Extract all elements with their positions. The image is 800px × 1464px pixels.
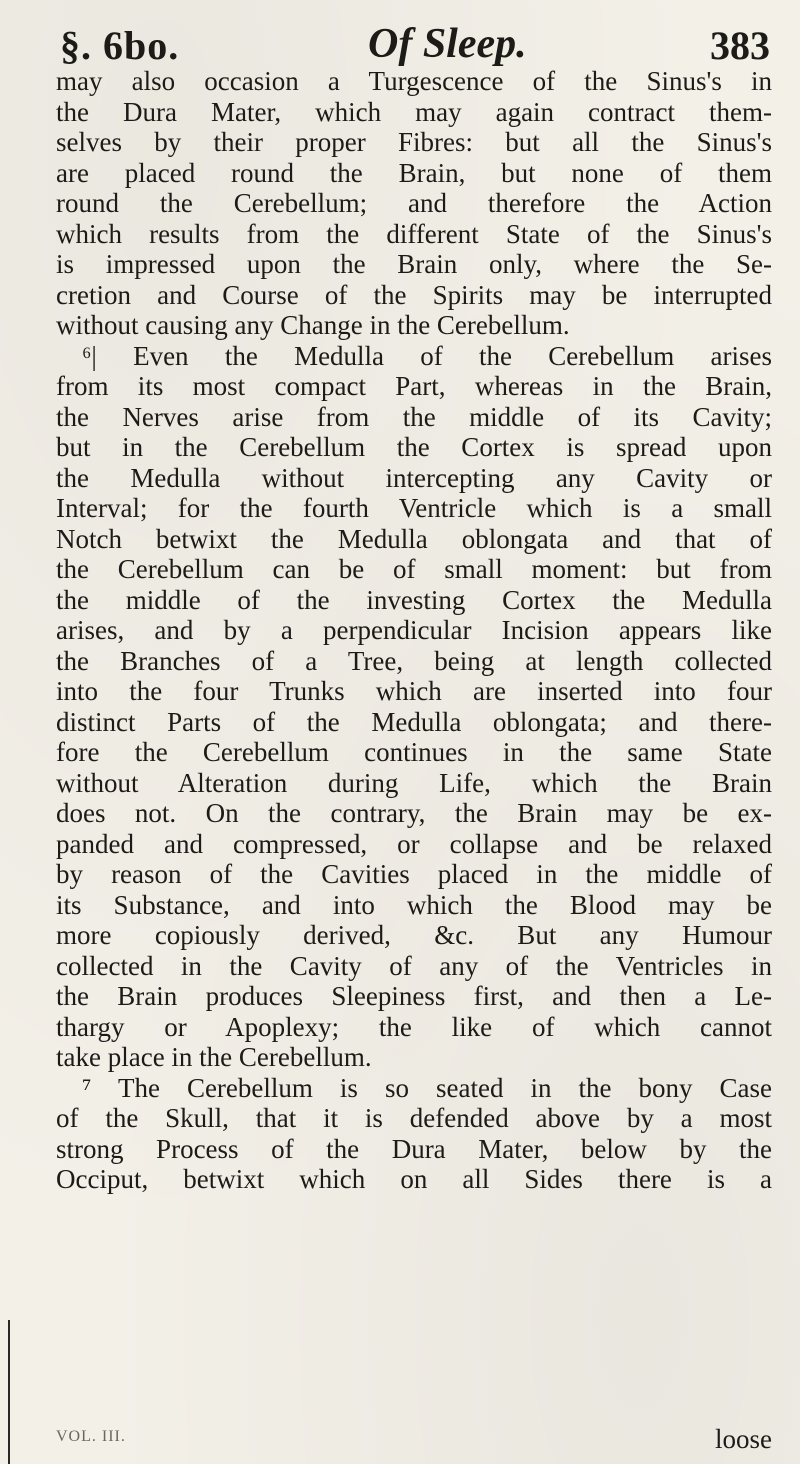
running-head [60, 14, 770, 70]
text-line: does not. On the contrary, the Brain may be ex- [56, 798, 772, 828]
text-line: may also occasion a Turgescence of the Sinus's in [56, 66, 772, 96]
text-line: without causing any Change in the Cerebellum. [56, 310, 570, 340]
text-line: take place in the Cerebellum. [56, 1042, 372, 1072]
text-line: without Alteration during Life, which the Brain [56, 767, 772, 798]
text-line: the middle of the investing Cortex the Medulla [56, 584, 772, 615]
text-line: by reason of the Cavities placed in the middle of [56, 859, 772, 889]
text-line: cretion and Course of the Spirits may be interrupted [56, 279, 772, 310]
text-line: selves by their proper Fibres: but all the Sinus's [56, 127, 772, 157]
section-mark: §. 6bo. [60, 23, 180, 68]
text-line: the Dura Mater, which may again contract them- [56, 96, 772, 127]
text-line: Notch betwixt the Medulla oblongata and that of [56, 523, 772, 554]
text-line: distinct Parts of the Medulla oblongata; and there- [56, 706, 772, 737]
text-line: which results from the different State of the Sinus's [56, 218, 772, 249]
text-line: the Branches of a Tree, being at length collected [56, 645, 772, 676]
text-line: the Cerebellum can be of small moment: but from [56, 554, 772, 584]
text-line: its Substance, and into which the Blood may be [56, 889, 772, 920]
text-line: into the four Trunks which are inserted into four [56, 676, 772, 706]
text-line: round the Cerebellum; and therefore the Action [56, 188, 772, 218]
text-line: the Brain produces Sleepiness first, and then a Le- [56, 981, 772, 1011]
text-line: Occiput, betwixt which on all Sides there is a [56, 1164, 772, 1194]
page-number: 383 [710, 23, 770, 68]
text-line: fore the Cerebellum continues in the same State [56, 737, 772, 767]
text-line: the Medulla without intercepting any Cavity or [56, 462, 772, 493]
text-line: more copiously derived, &c. But any Humour [56, 920, 772, 950]
text-line: but in the Cerebellum the Cortex is spread upon [56, 432, 772, 462]
text-line: the Nerves arise from the middle of its Cavity; [56, 401, 772, 432]
text-line: collected in the Cavity of any of the Ventricles in [56, 950, 772, 981]
text-line: is impressed upon the Brain only, where the Se- [56, 249, 772, 279]
catchword: loose [715, 1424, 772, 1454]
text-line: from its most compact Part, whereas in the Brain, [56, 371, 772, 401]
text-line: ⁶| Even the Medulla of the Cerebellum arises [82, 340, 772, 371]
binding-edge-line [8, 1320, 10, 1464]
text-line: panded and compressed, or collapse and be relaxed [56, 828, 772, 859]
text-line: strong Process of the Dura Mater, below by the [56, 1133, 772, 1164]
running-title: Of Sleep. [368, 21, 527, 67]
text-line: arises, and by a perpendicular Incision appears like [56, 615, 772, 645]
text-line: are placed round the Brain, but none of them [56, 157, 772, 188]
text-line: ⁷ The Cerebellum is so seated in the bony Case [82, 1072, 772, 1103]
text-line: Interval; for the fourth Ventricle which is a small [56, 493, 772, 523]
text-line: thargy or Apoplexy; the like of which cannot [56, 1011, 772, 1042]
text-line: of the Skull, that it is defended above by a most [56, 1103, 772, 1133]
signature-mark: VOL. III. [56, 1428, 126, 1445]
body-text [56, 66, 772, 1195]
